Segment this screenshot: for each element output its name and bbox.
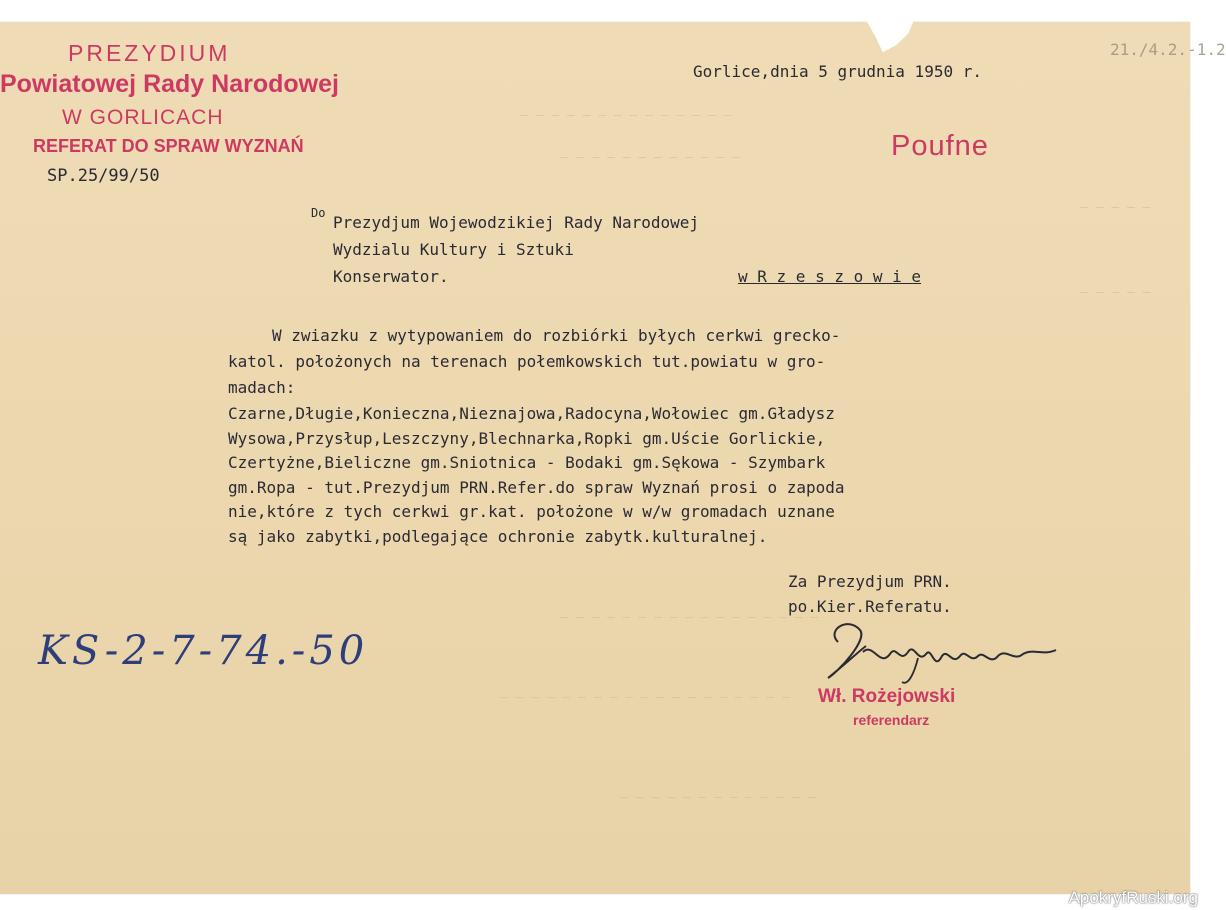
body-line-5: Wysowa,Przysłup,Leszczyny,Blechnarka,Ropki gm.Uście Gorlickie, — [228, 429, 826, 448]
recipient-prefix: Do — [311, 206, 326, 220]
closing-line-1: Za Prezydjum PRN. — [788, 572, 952, 591]
body-line-9: są jako zabytki,podlegające ochronie zabytk.kulturalnej. — [228, 527, 768, 546]
signatory-title-stamp: referendarz — [853, 712, 930, 728]
recipient-line-2: Wydzialu Kultury i Sztuki — [333, 240, 574, 259]
recipient-line-1: Prezydjum Wojewodzikiej Rady Narodowej — [333, 213, 700, 232]
body-line-6: Czertyżne,Bieliczne gm.Sniotnica - Bodaki gm.Sękowa - Szymbark — [228, 453, 826, 472]
body-line-1: W zwiazku z wytypowaniem do rozbiórki byłych cerkwi grecko- — [272, 326, 841, 345]
show-through-text: — — — — — — — — — — — — — — [620, 790, 816, 805]
show-through-text: — — — — — — — — — — — — — [560, 150, 741, 165]
header-stamp-line-2: Powiatowej Rady Narodowej — [0, 70, 339, 98]
show-through-text: — — — — — — — — — — — — — — — [520, 108, 732, 123]
confidential-stamp: Poufne — [891, 130, 989, 162]
show-through-text: — — — — — — [1080, 285, 1151, 300]
header-stamp-line-3: W GORLICACH — [62, 106, 224, 129]
recipient-line-3: Konserwator. — [333, 267, 449, 286]
site-watermark: ApokryfRuski.org — [1068, 888, 1198, 907]
show-through-text: — — — — — — [1080, 200, 1151, 215]
body-line-8: nie,które z tych cerkwi gr.kat. położone w w/w gromadach uznane — [228, 502, 835, 521]
body-line-2: katol. położonych na terenach połemkowskich tut.powiatu w gro- — [228, 352, 826, 371]
show-through-text: — — — — — — — — — — — — — — — — — — [560, 610, 819, 625]
place-and-date: Gorlice,dnia 5 grudnia 1950 r. — [693, 62, 982, 81]
reference-number: SP.25/99/50 — [47, 166, 160, 186]
recipient-city: w R z e s z o w i e — [738, 267, 922, 286]
body-line-7: gm.Ropa - tut.Prezydjum PRN.Refer.do spraw Wyznań prosi o zapoda — [228, 478, 845, 497]
handwritten-reference: KS-2-7-74.-50 — [38, 628, 369, 674]
header-stamp-line-1: PREZYDIUM — [68, 40, 231, 66]
header-stamp-line-4: REFERAT DO SPRAW WYZNAŃ — [33, 136, 304, 156]
body-line-4: Czarne,Długie,Konieczna,Nieznajowa,Radocyna,Wołowiec gm.Gładysz — [228, 404, 835, 423]
closing-line-2: po.Kier.Referatu. — [788, 597, 952, 616]
handwritten-signature — [818, 612, 1068, 692]
body-line-3: madach: — [228, 378, 296, 397]
show-through-text: — — — — — — — — — — — — — — — — — — — — [500, 690, 790, 705]
signatory-name-stamp: Wł. Rożejowski — [818, 686, 956, 707]
faint-handwriting: 21./4.2.-1.2 — [1110, 40, 1226, 59]
